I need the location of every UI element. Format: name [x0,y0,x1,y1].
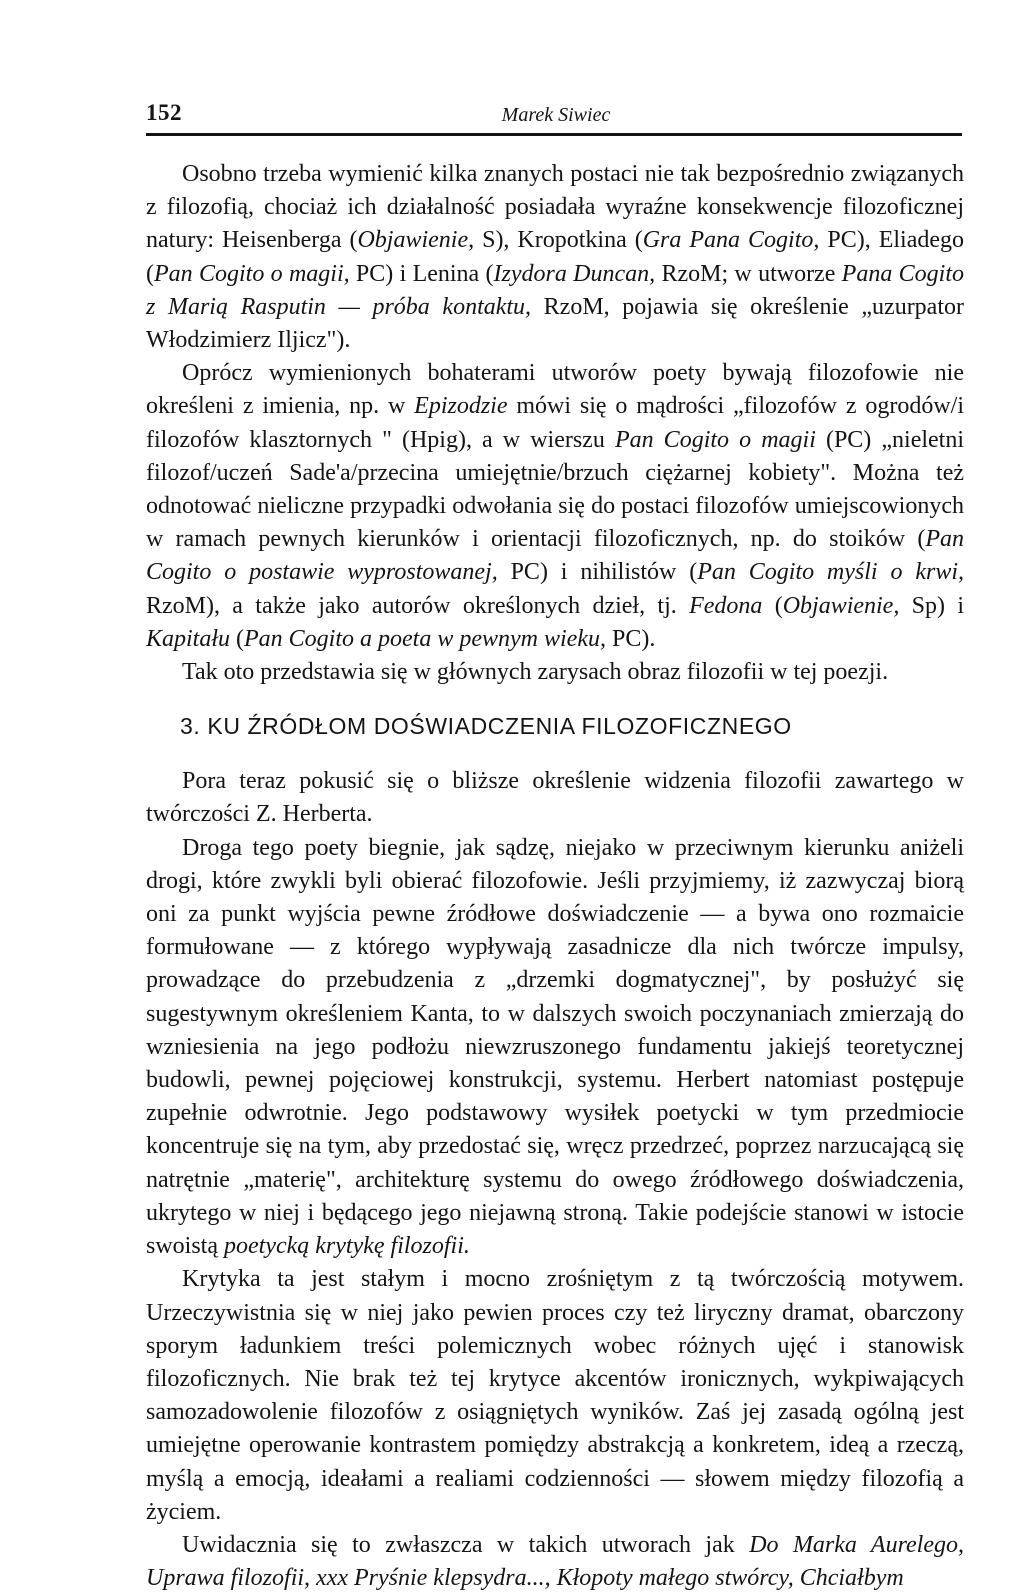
header-rule [146,133,962,136]
paragraph-intro: Pora teraz pokusić się o bliższe określenie widzenia filozofii zawartego w twórczości Z. Herberta. [146,768,964,828]
section-heading: 3. KU ŹRÓDŁOM DOŚWIADCZENIA FILOZOFICZNEGO [180,713,792,740]
paragraph-works: Uwidacznia się to zwłaszcza w takich utworach jak Do Marka Aurelego, Uprawa filozofii, xxx Pryśnie klepsydra..., Kłopoty małego stwórcy, Chciałbym [146,1531,965,1592]
paragraph-poet-path: Droga tego poety biegnie, jak sądzę, niejako w przeciwnym kierunku aniżeli drogi, które zwykli byli obierać filozofowie. Jeśli przyjmiemy, iż zazwyczaj biorą oni za punkt wyjścia pewne źródłowe doświadczenie — a bywa ono rozmaicie formułowane — z którego wypływają zasadnicze dla nich twórcze impulsy, prowadzące do przebudzenia z „drzemki dogmatycznej", by posłużyć się sugestywnym określeniem Kanta, to w dalszych swoich poczynaniach zmierzają do wzniesienia na jego podłożu niewzruszonego fundamentu jakiejś teoretycznej budowli, pewnej pojęciowej konstrukcji, systemu. Herbert natomiast postępuje zupełnie odwrotnie. Jego podstawowy wysiłek poetycki w tym przedmiocie koncentruje się na tym, aby przedostać się, wręcz przedrzeć, poprzez narzucającą się natrętnie „materię", architekturę systemu do owego źródłowego doświadczenia, ukrytego w niej i będącego jego niejawną stroną. Takie podejście stanowi w istocie swoistą poetycką krytykę filozofii. [146,834,964,1260]
page-header [146,100,966,136]
paragraph-philosophers-figures: Osobno trzeba wymienić kilka znanych postaci nie tak bezpośrednio związanych z filozofią, chociaż ich działalność posiadała wyraźne konsekwencje filozoficznej natury: Heisenberga (Objawienie, S), Kropotkina (Gra Pana Cogito, PC), Eliadego (Pan Cogito o magii, PC) i Lenina (Izydora Duncan, RzoM; w utworze Pana Cogito z Marią Rasputin — próba kontaktu, RzoM, pojawia się określenie „uzurpator Włodzimierz Iljicz"). [146,161,964,354]
paragraph-critique: Krytyka ta jest stałym i mocno zrośniętym z tą twórczością motywem. Urzeczywistnia się w niej jako pewien proces czy też liryczny dramat, obarczony sporym ładunkiem treści polemicznych wobec różnych ujęć i stanowisk filozoficznych. Nie brak też tej krytyce akcentów ironicznych, wykpiwających samozadowolenie filozofów z osiągniętych wyników. Zaś jej zasadą ogólną jest umiejętne operowanie kontrastem pomiędzy abstrakcją a konkretem, ideą a rzeczą, myślą a emocją, ideałami a realiami codzienności — słowem między filozofią a życiem. [146,1266,964,1525]
body-text [146,158,964,1595]
paragraph-unnamed-philosophers: Oprócz wymienionych bohaterami utworów poety bywają filozofowie nie określeni z imienia, np. w Epizodzie mówi się o mądrości „filozofów z ogrodów/i filozofów klasztornych " (Hpig), a w wierszu Pan Cogito o magii (PC) „nieletni filozof/uczeń Sade'a/przecina umiejętnie/brzuch ciężarnej kobiety". Można też odnotować nieliczne przypadki odwołania się do postaci filozofów umiejscowionych w ramach pewnych kierunków i orientacji filozoficznych, np. do stoików (Pan Cogito o postawie wyprostowanej, PC) i nihilistów (Pan Cogito myśli o krwi, RzoM), a także jako autorów określonych dzieł, tj. Fedona (Objawienie, Sp) i Kapitału (Pan Cogito a poeta w pewnym wieku, PC). [146,360,965,652]
running-head: Marek Siwiec [501,104,611,126]
paragraph-summary: Tak oto przedstawia się w głównych zarysach obraz filozofii w tej poezji. [182,659,889,686]
page-number: 152 [146,100,182,125]
